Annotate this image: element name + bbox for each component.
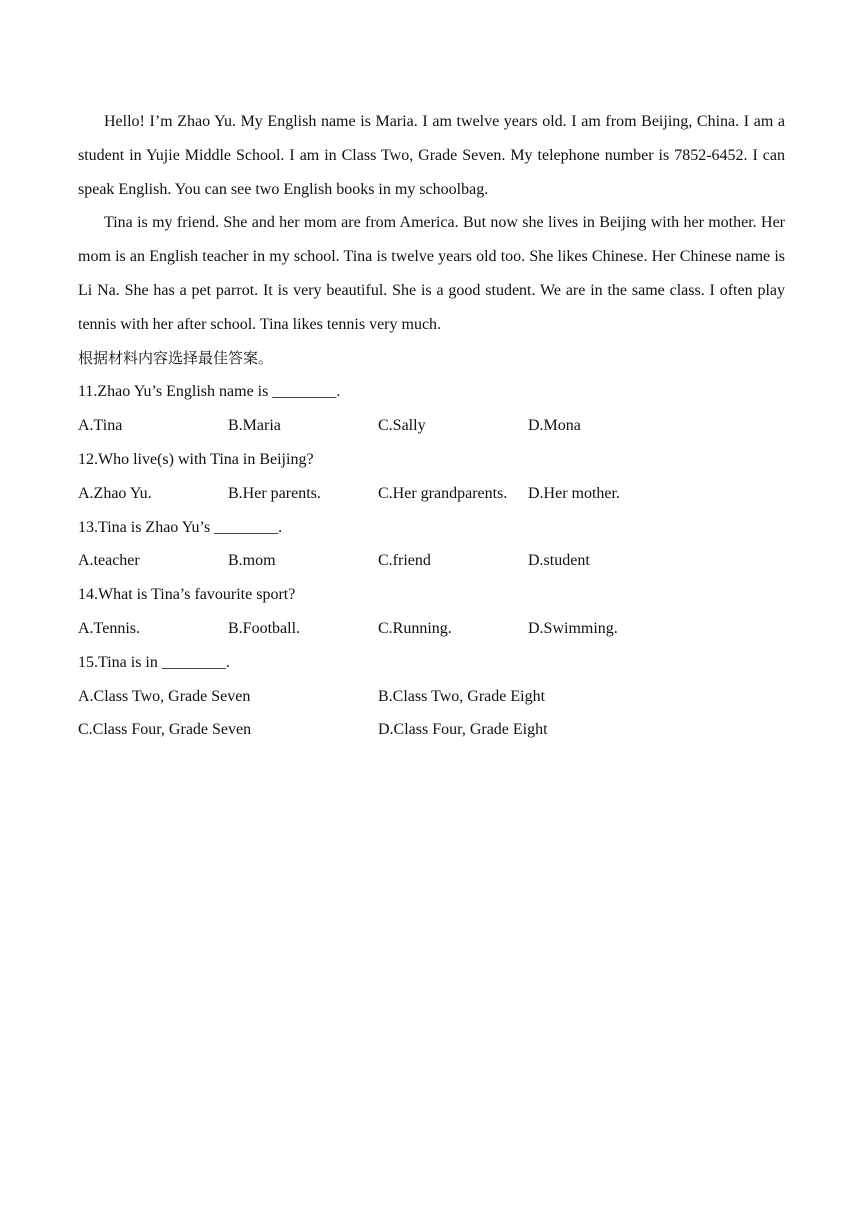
question-11 bbox=[78, 375, 785, 443]
option-a: A.Class Two, Grade Seven bbox=[78, 687, 251, 705]
option-d: D.Class Four, Grade Eight bbox=[378, 721, 548, 739]
option-row bbox=[78, 612, 785, 646]
question-15 bbox=[78, 646, 785, 747]
option-a: A.Tina bbox=[78, 417, 123, 435]
option-c: C.friend bbox=[378, 552, 431, 570]
option-d: D.Her mother. bbox=[528, 484, 620, 502]
question-stem: 14.What is Tina’s favourite sport? bbox=[78, 586, 296, 604]
question-stem: 15.Tina is in ________. bbox=[78, 653, 230, 671]
instruction-text: 根据材料内容选择最佳答案。 bbox=[78, 348, 274, 367]
option-d: D.Mona bbox=[528, 417, 581, 435]
option-c: C.Sally bbox=[378, 417, 426, 435]
option-a: A.teacher bbox=[78, 552, 140, 570]
question-stem: 13.Tina is Zhao Yu’s ________. bbox=[78, 518, 283, 536]
option-d: D.student bbox=[528, 552, 590, 570]
passage-paragraph-2: Tina is my friend. She and her mom are from America. But now she lives in Beijing with her mother. Her mom is an English teacher in my school. Tina is twelve years old too. She likes Chinese. Her Chinese name is Li Na. She has a pet parrot. It is very beautiful. She is a good student. We are in the same class. I often play tennis with her after school. Tina likes tennis very much. bbox=[78, 214, 785, 333]
option-b: B.Football. bbox=[228, 619, 301, 637]
option-d: D.Swimming. bbox=[528, 619, 618, 637]
option-row bbox=[78, 409, 785, 443]
question-12 bbox=[78, 443, 785, 511]
question-13 bbox=[78, 511, 785, 579]
option-row bbox=[78, 713, 785, 747]
passage-paragraph-1: Hello! I’m Zhao Yu. My English name is Maria. I am twelve years old. I am from Beijing, China. I am a student in Yujie Middle School. I am in Class Two, Grade Seven. My telephone number is 7852-6452. I can speak English. You can see two English books in my schoolbag. bbox=[78, 113, 785, 198]
option-row bbox=[78, 477, 785, 511]
option-b: B.Maria bbox=[228, 417, 281, 435]
question-stem: 12.Who live(s) with Tina in Beijing? bbox=[78, 450, 314, 468]
option-c: C.Running. bbox=[378, 619, 452, 637]
option-b: B.mom bbox=[228, 552, 276, 570]
option-b: B.Class Two, Grade Eight bbox=[378, 687, 546, 705]
document-page bbox=[78, 105, 785, 747]
option-c: C.Her grandparents. bbox=[378, 484, 508, 502]
option-row bbox=[78, 544, 785, 578]
option-row bbox=[78, 680, 785, 714]
question-stem: 11.Zhao Yu’s English name is ________. bbox=[78, 383, 341, 401]
option-a: A.Tennis. bbox=[78, 619, 140, 637]
question-14 bbox=[78, 578, 785, 646]
option-a: A.Zhao Yu. bbox=[78, 484, 152, 502]
option-c: C.Class Four, Grade Seven bbox=[78, 721, 252, 739]
option-b: B.Her parents. bbox=[228, 484, 321, 502]
